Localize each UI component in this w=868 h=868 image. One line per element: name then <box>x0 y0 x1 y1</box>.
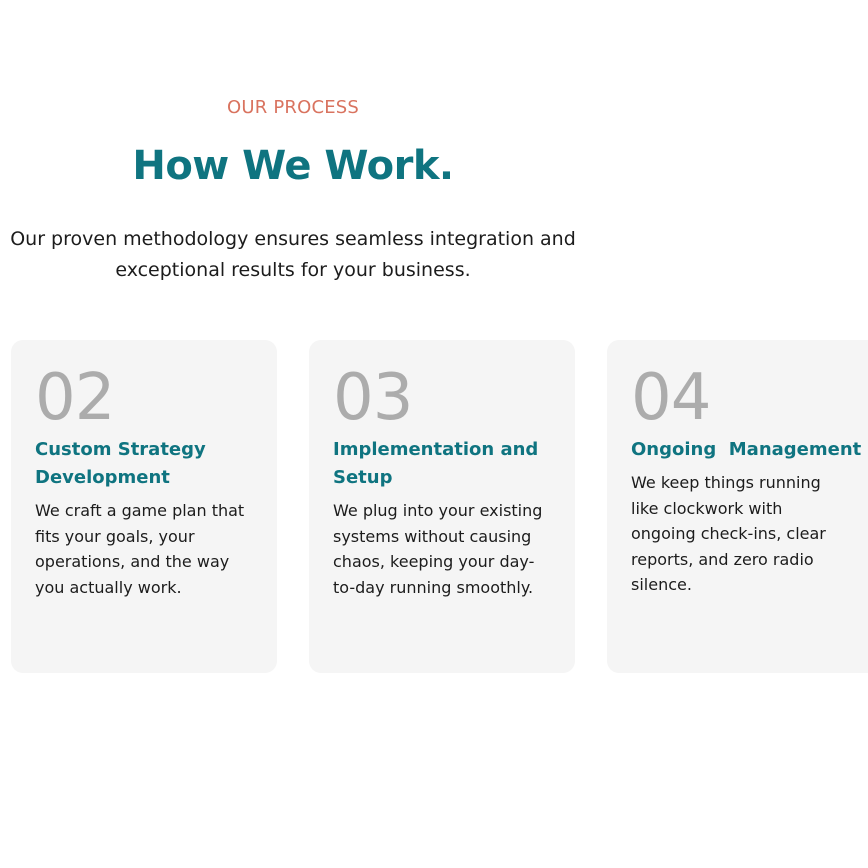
process-card-02 <box>11 340 277 673</box>
section-eyebrow: OUR PROCESS <box>226 97 360 118</box>
section-subtitle: Our proven methodology ensures seamless integration and exceptional results for your business. <box>10 228 576 281</box>
step-description: We craft a game plan that fits your goals, your operations, and the way you actually work. <box>35 501 245 597</box>
step-title: Implementation and Setup <box>333 439 539 488</box>
step-description: We keep things running like clockwork with ongoing check-ins, clear reports, and zero radio silence. <box>631 473 826 594</box>
step-title: Custom Strategy Development <box>35 439 206 488</box>
step-number: 02 <box>35 361 115 435</box>
section-title: How We Work. <box>132 143 454 189</box>
step-number: 03 <box>333 361 413 435</box>
process-card-04 <box>607 340 868 673</box>
step-description: We plug into your existing systems without causing chaos, keeping your day-to-day running smoothly. <box>333 501 543 597</box>
step-number: 04 <box>631 361 711 435</box>
step-title: Ongoing Management <box>631 439 862 460</box>
process-card-03 <box>309 340 575 673</box>
